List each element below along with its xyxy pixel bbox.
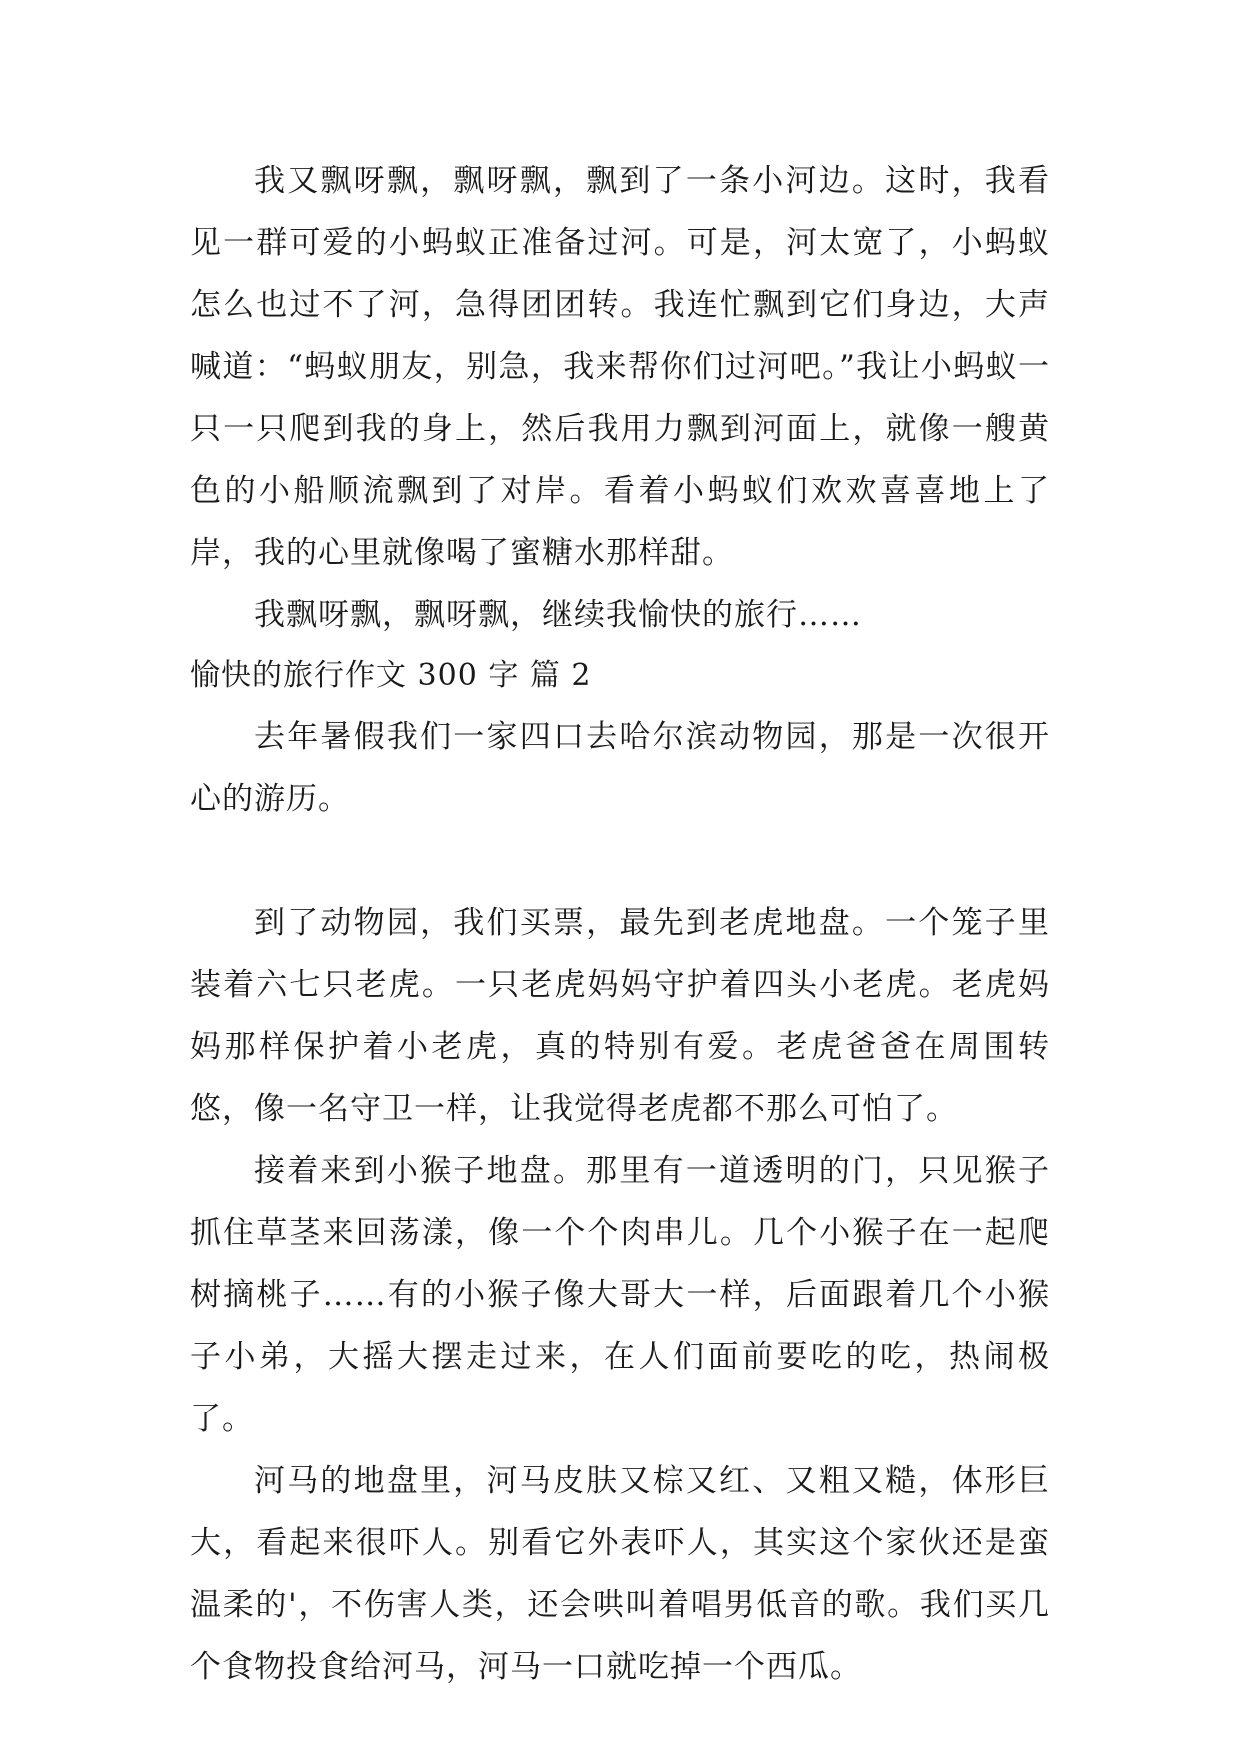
section-heading: 愉快的旅行作文 300 字 篇 2 — [190, 658, 592, 693]
paragraph-monkeys: 接着来到小猴子地盘。那里有一道透明的门，只见猴子抓住草茎来回荡漾，像一个个肉串儿。几个小猴子在一起爬树摘桃子……有的小猴子像大哥大一样，后面跟着几个小猴子小弟，大摇大摆走过来，在人们面前要吃的吃，热闹极了。 — [190, 1153, 1050, 1437]
paragraph-intro-zoo: 去年暑假我们一家四口去哈尔滨动物园，那是一次很开心的游历。 — [190, 719, 1050, 817]
paragraph-river-ants: 我又飘呀飘，飘呀飘，飘到了一条小河边。这时，我看见一群可爱的小蚂蚁正准备过河。可是，河太宽了，小蚂蚁怎么也过不了河，急得团团转。我连忙飘到它们身边，大声喊道：“蚂蚁朋友，别急，我来帮你们过河吧。”我让小蚂蚁一只一只爬到我的身上，然后我用力飘到河面上，就像一艘黄色的小船顺流飘到了对岸。看着小蚂蚁们欢欢喜喜地上了岸，我的心里就像喝了蜜糖水那样甜。 — [190, 163, 1050, 571]
paragraph-journey-continues: 我飘呀飘，飘呀飘，继续我愉快的旅行…… — [254, 597, 862, 633]
paragraph-tigers: 到了动物园，我们买票，最先到老虎地盘。一个笼子里装着六七只老虎。一只老虎妈妈守护着四头小老虎。老虎妈妈那样保护着小老虎，真的特别有爱。老虎爸爸在周围转悠，像一名守卫一样，让我觉得老虎都不那么可怕了。 — [190, 905, 1050, 1127]
document-body — [190, 150, 1050, 1698]
paragraph-spacer — [190, 830, 1050, 892]
paragraph-hippos: 河马的地盘里，河马皮肤又棕又红、又粗又糙，体形巨大，看起来很吓人。别看它外表吓人，其实这个家伙还是蛮温柔的'，不伤害人类，还会哄叫着唱男低音的歌。我们买几个食物投食给河马，河马一口就吃掉一个西瓜。 — [190, 1463, 1050, 1685]
